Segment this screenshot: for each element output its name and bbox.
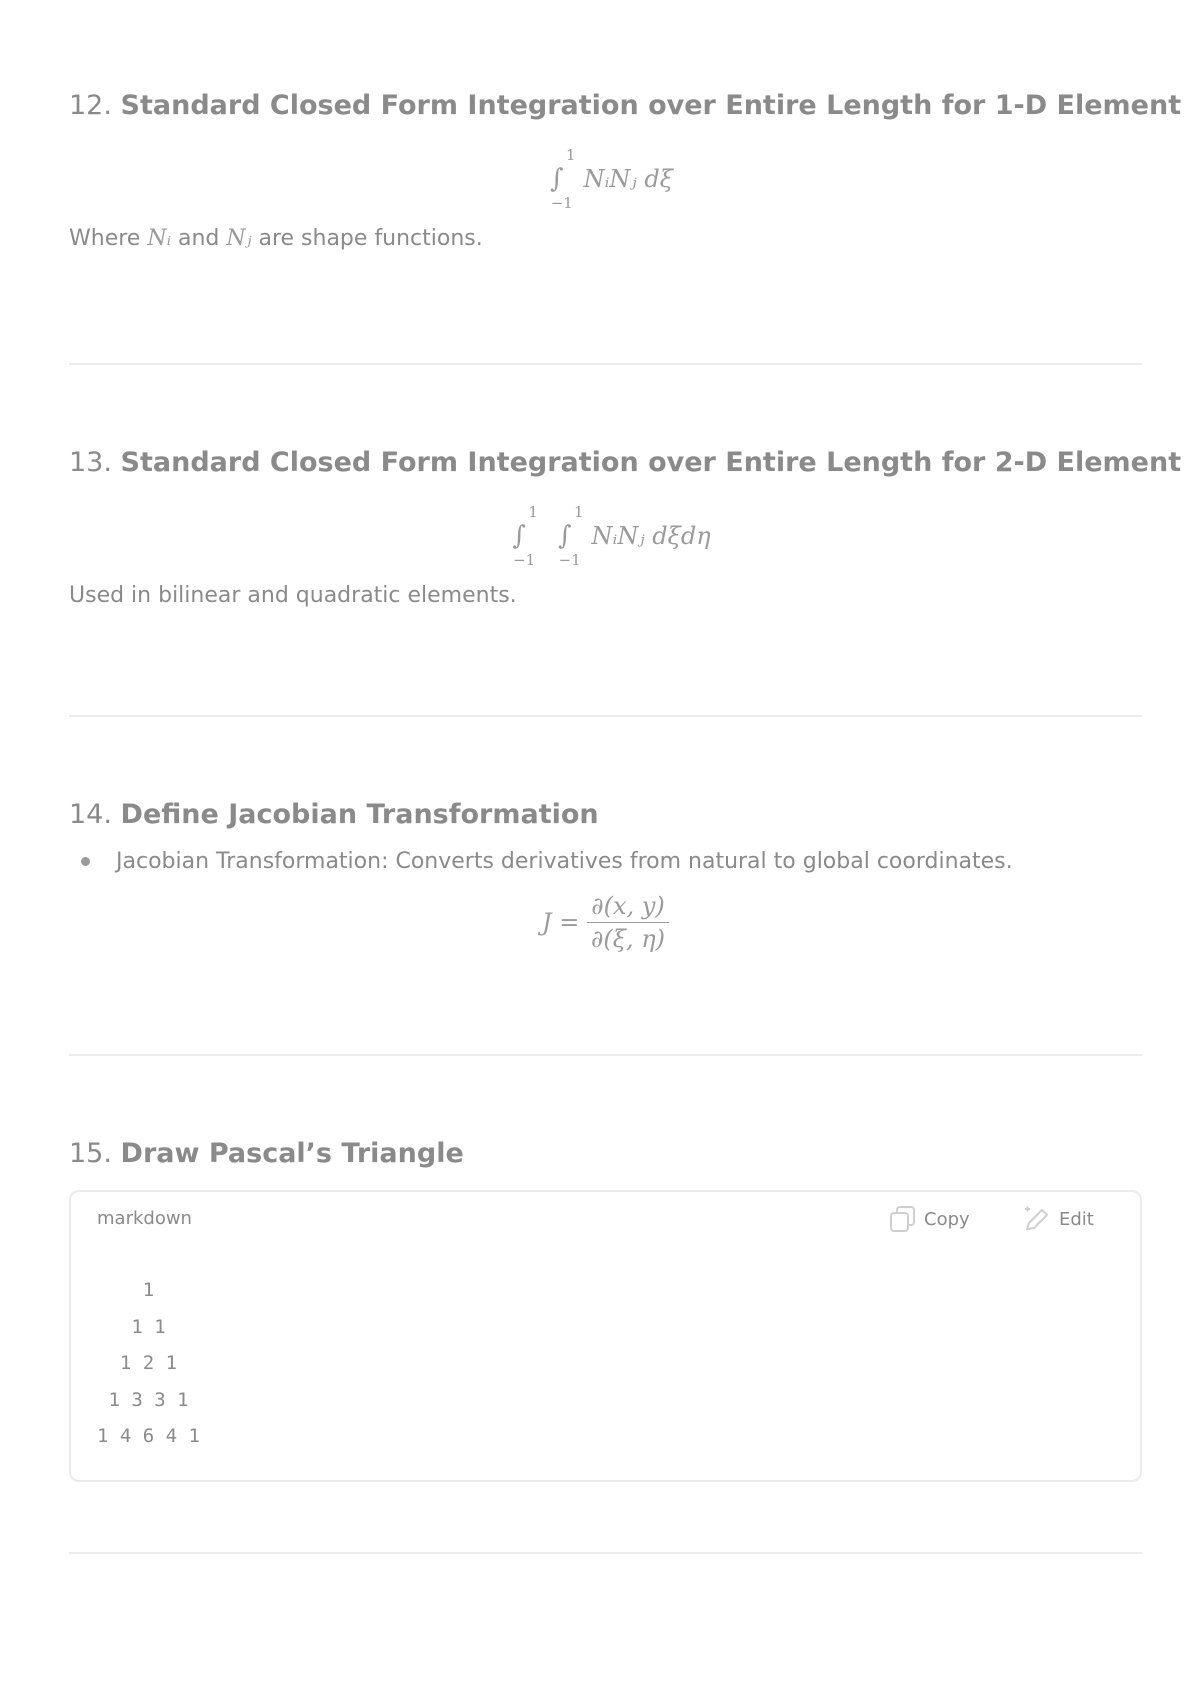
copy-icon — [888, 1204, 918, 1234]
section-12 — [69, 88, 1182, 254]
integrand: NᵢNⱼ dξ — [583, 165, 673, 193]
section-15 — [69, 1136, 1142, 1172]
section-heading: 12. Standard Closed Form Integration over Entire Length for 1-D Element — [69, 90, 1182, 121]
integral-sign: 1 ∫ −1 — [550, 146, 576, 212]
section-14 — [69, 797, 1142, 953]
integrand: NᵢNⱼ dξdη — [591, 522, 711, 550]
code-language-label: markdown — [97, 1208, 192, 1229]
divider — [69, 363, 1142, 365]
edit-button[interactable]: Edit — [1021, 1204, 1094, 1234]
section-heading: 14. Define Jacobian Transformation — [69, 799, 599, 830]
code-content: 1 1 1 1 2 1 1 3 3 1 1 4 6 4 1 — [97, 1279, 200, 1447]
section-heading: 15. Draw Pascal’s Triangle — [69, 1138, 464, 1169]
edit-icon — [1021, 1204, 1053, 1234]
shape-function-note: Where Nᵢ and Nⱼ are shape functions. — [69, 226, 483, 251]
section-heading: 13. Standard Closed Form Integration over Entire Length for 2-D Element — [69, 447, 1182, 478]
integral-formula-1d — [69, 138, 1142, 212]
usage-note: Used in bilinear and quadratic elements. — [69, 583, 517, 608]
integral-sign: 1 ∫ −1 — [512, 503, 538, 569]
divider — [69, 715, 1142, 717]
list-item: Jacobian Transformation: Converts derivatives from natural to global coordinates. — [69, 849, 1142, 874]
fraction: $\frac{\partial(x, y)}{\partial(\xi, \eta)}$ — [587, 892, 669, 953]
jacobian-formula: J = $\frac{\partial(x, y)}{\partial(\xi, \eta)}$ — [69, 892, 1142, 953]
copy-button[interactable]: Copy — [888, 1204, 970, 1234]
bullet-icon — [81, 857, 90, 866]
divider — [69, 1054, 1142, 1056]
divider — [69, 1552, 1142, 1554]
integral-sign: 1 ∫ −1 — [557, 503, 584, 569]
code-block — [69, 1190, 1142, 1482]
section-13 — [69, 445, 1182, 611]
integral-formula-2d — [69, 495, 1142, 569]
